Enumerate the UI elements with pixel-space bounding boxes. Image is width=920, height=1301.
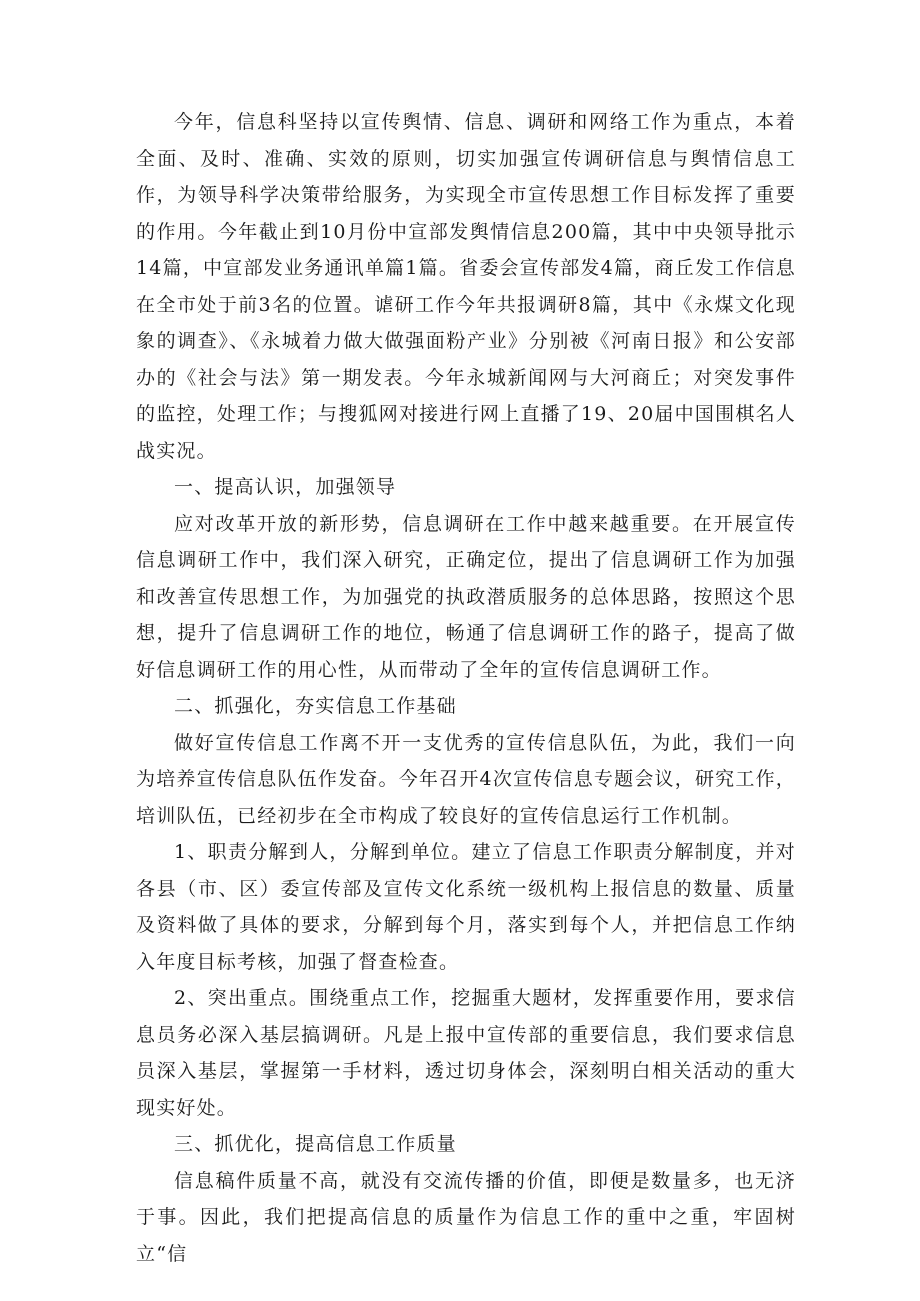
section-heading-1: 一、提高认识，加强领导	[174, 476, 397, 498]
paragraph-intro: 今年，信息科坚持以宣传舆情、信息、调研和网络工作为重点，本着全面、及时、准确、实效的原则，切实加强宣传调研信息与舆情信息工作，为领导科学决策带给服务，为实现全市宣传思想工作目标发挥了重要的作用。今年截止到10月份中宣部发舆情信息200篇，其中中央领导批示14篇，中宣部发业务通讯单篇1篇。省委会宣传部发4篇，商丘发工作信息在全市处于前3名的位置。谑研工作今年共报调研8篇，其中《永煤文化现象的调查》、《永城着力做大做强面粉产业》分别被《河南日报》和公安部办的《社会与法》第一期发表。今年永城新闻网与大河商丘；对突发事件的监控，处理工作；与搜狐网对接进行网上直播了19、20届中国围棋名人战实况。	[136, 111, 796, 462]
paragraph-section-1: 应对改革开放的新形势，信息调研在工作中越来越重要。在开展宣传信息调研工作中，我们深入研究，正确定位，提出了信息调研工作为加强和改善宣传思想工作，为加强党的执政潜质服务的总体思路，按照这个思想，提升了信息调研工作的地位，畅通了信息调研工作的路子，提高了做好信息调研工作的用心性，从而带动了全年的宣传信息调研工作。	[136, 512, 796, 681]
paragraph-section-2: 做好宣传信息工作离不开一支优秀的宣传信息队伍，为此，我们一向为培养宣传信息队伍作发奋。今年召开4次宣传信息专题会议，研究工作，培训队伍，已经初步在全市构成了较良好的宣传信息运行工作机制。	[136, 731, 796, 827]
paragraph-item-2: 2、突出重点。围绕重点工作，挖掘重大题材，发挥重要作用，要求信息员务必深入基层搞调研。凡是上报中宣传部的重要信息，我们要求信息员深入基层，掌握第一手材料，透过切身体会，深刻明白相关活动的重大现实好处。	[136, 987, 796, 1119]
document-body	[136, 104, 796, 1272]
paragraph-section-3: 信息稿件质量不高，就没有交流传播的价值，即便是数量多，也无济于事。因此，我们把提高信息的质量作为信息工作的重中之重，牢固树立“信	[136, 1169, 796, 1265]
section-heading-2: 二、抓强化，夯实信息工作基础	[174, 695, 457, 717]
paragraph-item-1: 1、职责分解到人，分解到单位。建立了信息工作职责分解制度，并对各县（市、区）委宣传部及宣传文化系统一级机构上报信息的数量、质量及资料做了具体的要求，分解到每个月，落实到每个人，并把信息工作纳入年度目标考核，加强了督查检查。	[136, 841, 796, 973]
section-heading-3: 三、抓优化，提高信息工作质量	[174, 1133, 457, 1155]
